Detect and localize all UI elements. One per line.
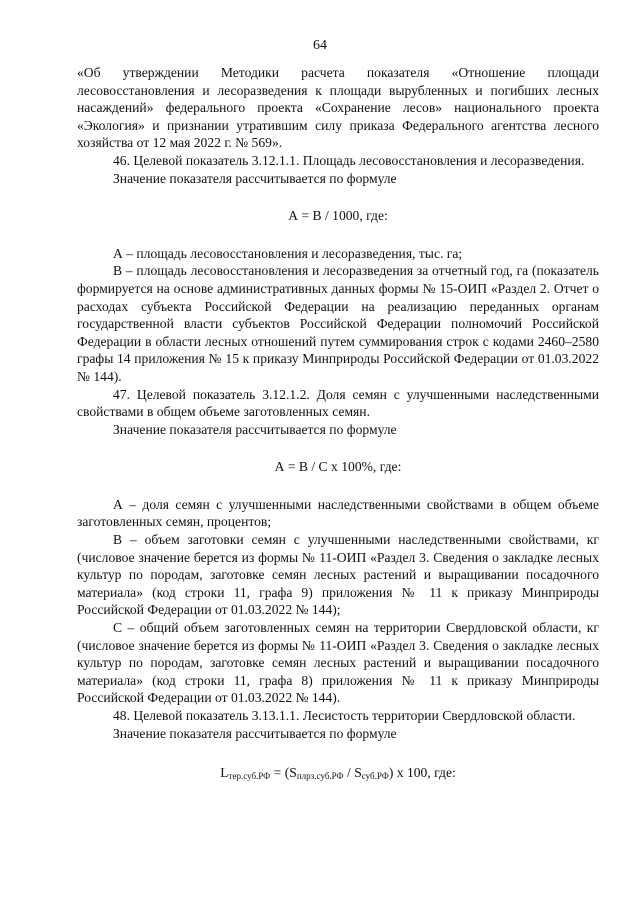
paragraph-indicator-46: 46. Целевой показатель 3.12.1.1. Площадь лесовосстановления и лесоразведения. [113,152,585,168]
paragraph-indicator-48: 48. Целевой показатель 3.13.1.1. Лесистость территории Свердловской области. [113,708,576,723]
paragraph-definition-a: А – доля семян с улучшенными наследственными свойствами в общем объеме заготовленных семян, процентов; [77,496,599,530]
formula-48 [77,764,599,786]
paragraph-formula-intro: Значение показателя рассчитывается по формуле [113,170,397,186]
formula-48-s2-subscript: суб.РФ [361,771,389,782]
formula-46: А = В / 1000, где: [288,208,388,224]
paragraph-definition-a: А – площадь лесовосстановления и лесоразведения, тыс. га; [113,245,463,261]
document-body [77,64,599,806]
formula-48-l: L [220,765,229,781]
formula-47: А = В / С х 100%, где: [274,459,402,475]
formula-48-div: / S [343,765,362,781]
formula-48-s1-subscript: плрз.суб.РФ [296,771,344,782]
formula-48-l-subscript: тер.суб.РФ [228,771,271,782]
paragraph-formula-intro: Значение показателя рассчитывается по формуле [113,421,397,437]
paragraph-definition-c: С – общий объем заготовленных семян на территории Свердловской области, кг (числовое значение берется из формы № 11-ОИП «Раздел 3. Сведения о закладке лесных культур по породам, заготовке семян лесных растений и выращивании посадочного материала» (код строки 11, графа 8) приложения № 11 к приказу Минприроды Российской Федерации от 01.03.2022 № 144). [77,620,599,706]
formula-48-eq-open: = (S [270,765,297,781]
paragraph-definition-b: В – объем заготовки семян с улучшенными наследственными свойствами, кг (числовое значение берется из формы № 11-ОИП «Раздел 3. Сведения о закладке лесных культур по породам, заготовке семян лесных растений и выращивании посадочного материала» (код строки 11, графа 9) приложения № 11 к приказу Минприроды Российской Федерации от 01.03.2022 № 144); [77,532,599,618]
paragraph-order-title: «Об утверждении Методики расчета показателя «Отношение площади лесовосстановления и лесоразведения к площади вырубленных и погибших лесных насаждений» федерального проекта «Сохранение лесов» национального проекта «Экология» и признании утратившим силу приказа Федерального агентства лесного хозяйства от 12 мая 2022 г. № 569». [77,65,599,151]
paragraph-definition-b: В – площадь лесовосстановления и лесоразведения за отчетный год, га (показатель формируется на основе административных данных формы № 15-ОИП «Раздел 2. Отчет о расходах субъекта Российской Федерации на реализацию переданных органам государственной власти субъектов Российской Федерации полномочий Российской Федерации в области лесных отношений путем суммирования строк с кодами 2460–2580 графы 14 приложения № 15 к приказу Минприроды Российской Федерации от 01.03.2022 № 144). [77,263,599,384]
paragraph-indicator-47: 47. Целевой показатель 3.12.1.2. Доля семян с улучшенными наследственными свойствами в общем объеме заготовленных семян. [77,386,599,420]
page-number: 64 [313,38,327,53]
formula-48-tail: ) x 100, где: [388,765,456,781]
paragraph-formula-intro: Значение показателя рассчитывается по формуле [113,725,397,741]
